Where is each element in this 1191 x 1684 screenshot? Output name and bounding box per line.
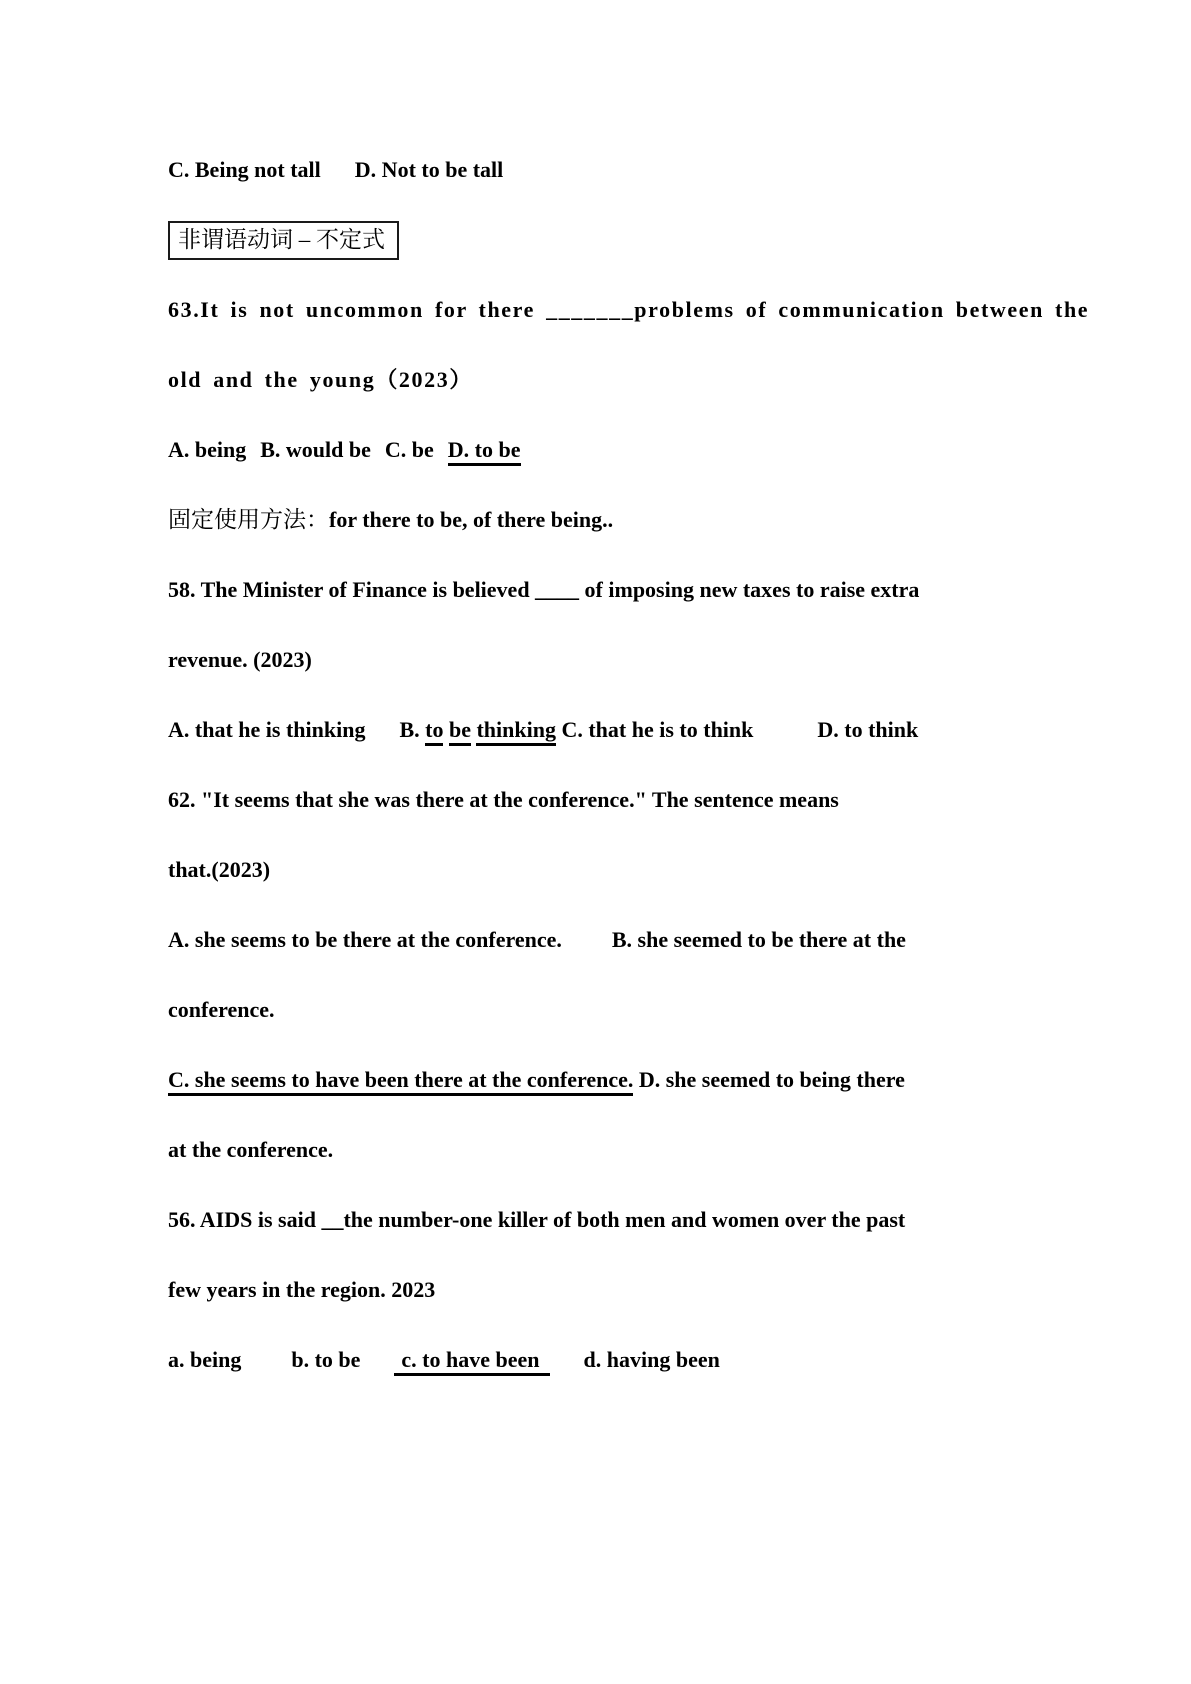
option-b-part1: B. she seemed to be there at the (611, 927, 906, 952)
question-63-stem-line2: old and the young（2023） (168, 367, 473, 392)
prev-question-options (168, 135, 1071, 205)
option-b-prefix: B. (399, 717, 426, 742)
option-a: A. being (168, 437, 247, 462)
question-56-stem-line2: few years in the region. 2023 (168, 1277, 436, 1302)
usage-note-chinese: 固定使用方法： (168, 507, 329, 532)
question-63-stem-line1: 63.It is not uncommon for there _______problems of communication between the (168, 297, 1090, 322)
section-title-row (168, 205, 1071, 275)
option-c: C. that he is to think (561, 717, 754, 742)
question-58-stem-line1: 58. The Minister of Finance is believed ____ of imposing new taxes to raise extra (168, 577, 920, 602)
option-c: C. Being not tall (168, 157, 321, 182)
option-b: b. to be (291, 1347, 361, 1372)
option-b-answer-word-2: be (449, 717, 471, 746)
option-d: D. Not to be tall (354, 157, 504, 182)
question-63-options (168, 415, 1071, 485)
question-62-options-cd (168, 1045, 1071, 1115)
question-56-stem-line1: 56. AIDS is said __the number-one killer of both men and women over the past (168, 1207, 906, 1232)
question-58-stem-line2: revenue. (2023) (168, 647, 312, 672)
question-62-option-d-continuation: at the conference. (168, 1137, 334, 1162)
usage-note-english: for there to be, of there being.. (329, 507, 614, 532)
option-c-answer-underlined: c. to have been (394, 1347, 549, 1376)
option-d: d. having been (583, 1347, 720, 1372)
option-b-answer-word-1: to (425, 717, 443, 746)
question-62-stem-line2: that.(2023) (168, 857, 271, 882)
option-a: a. being (168, 1347, 242, 1372)
question-62-options-ab (168, 905, 1071, 975)
question-63-usage-note (168, 485, 1071, 555)
option-c: C. be (384, 437, 434, 462)
option-b-answer-word-3: thinking (476, 717, 556, 746)
option-a: A. that he is thinking (168, 717, 366, 742)
section-title-box: 非谓语动词 – 不定式 (168, 221, 399, 260)
option-d-answer-underlined: D. to be (448, 437, 521, 466)
option-c-answer-underlined: C. she seems to have been there at the conference. (168, 1067, 633, 1096)
option-d-part1: D. she seemed to being there (638, 1067, 905, 1092)
question-62-option-b-continuation: conference. (168, 997, 275, 1022)
question-56-options (168, 1325, 1071, 1395)
option-b: B. would be (260, 437, 371, 462)
option-d: D. to think (817, 717, 919, 742)
option-a: A. she seems to be there at the conference. (168, 927, 562, 952)
question-62-stem-line1: 62. "It seems that she was there at the conference." The sentence means (168, 787, 839, 812)
question-58-options (168, 695, 1071, 765)
